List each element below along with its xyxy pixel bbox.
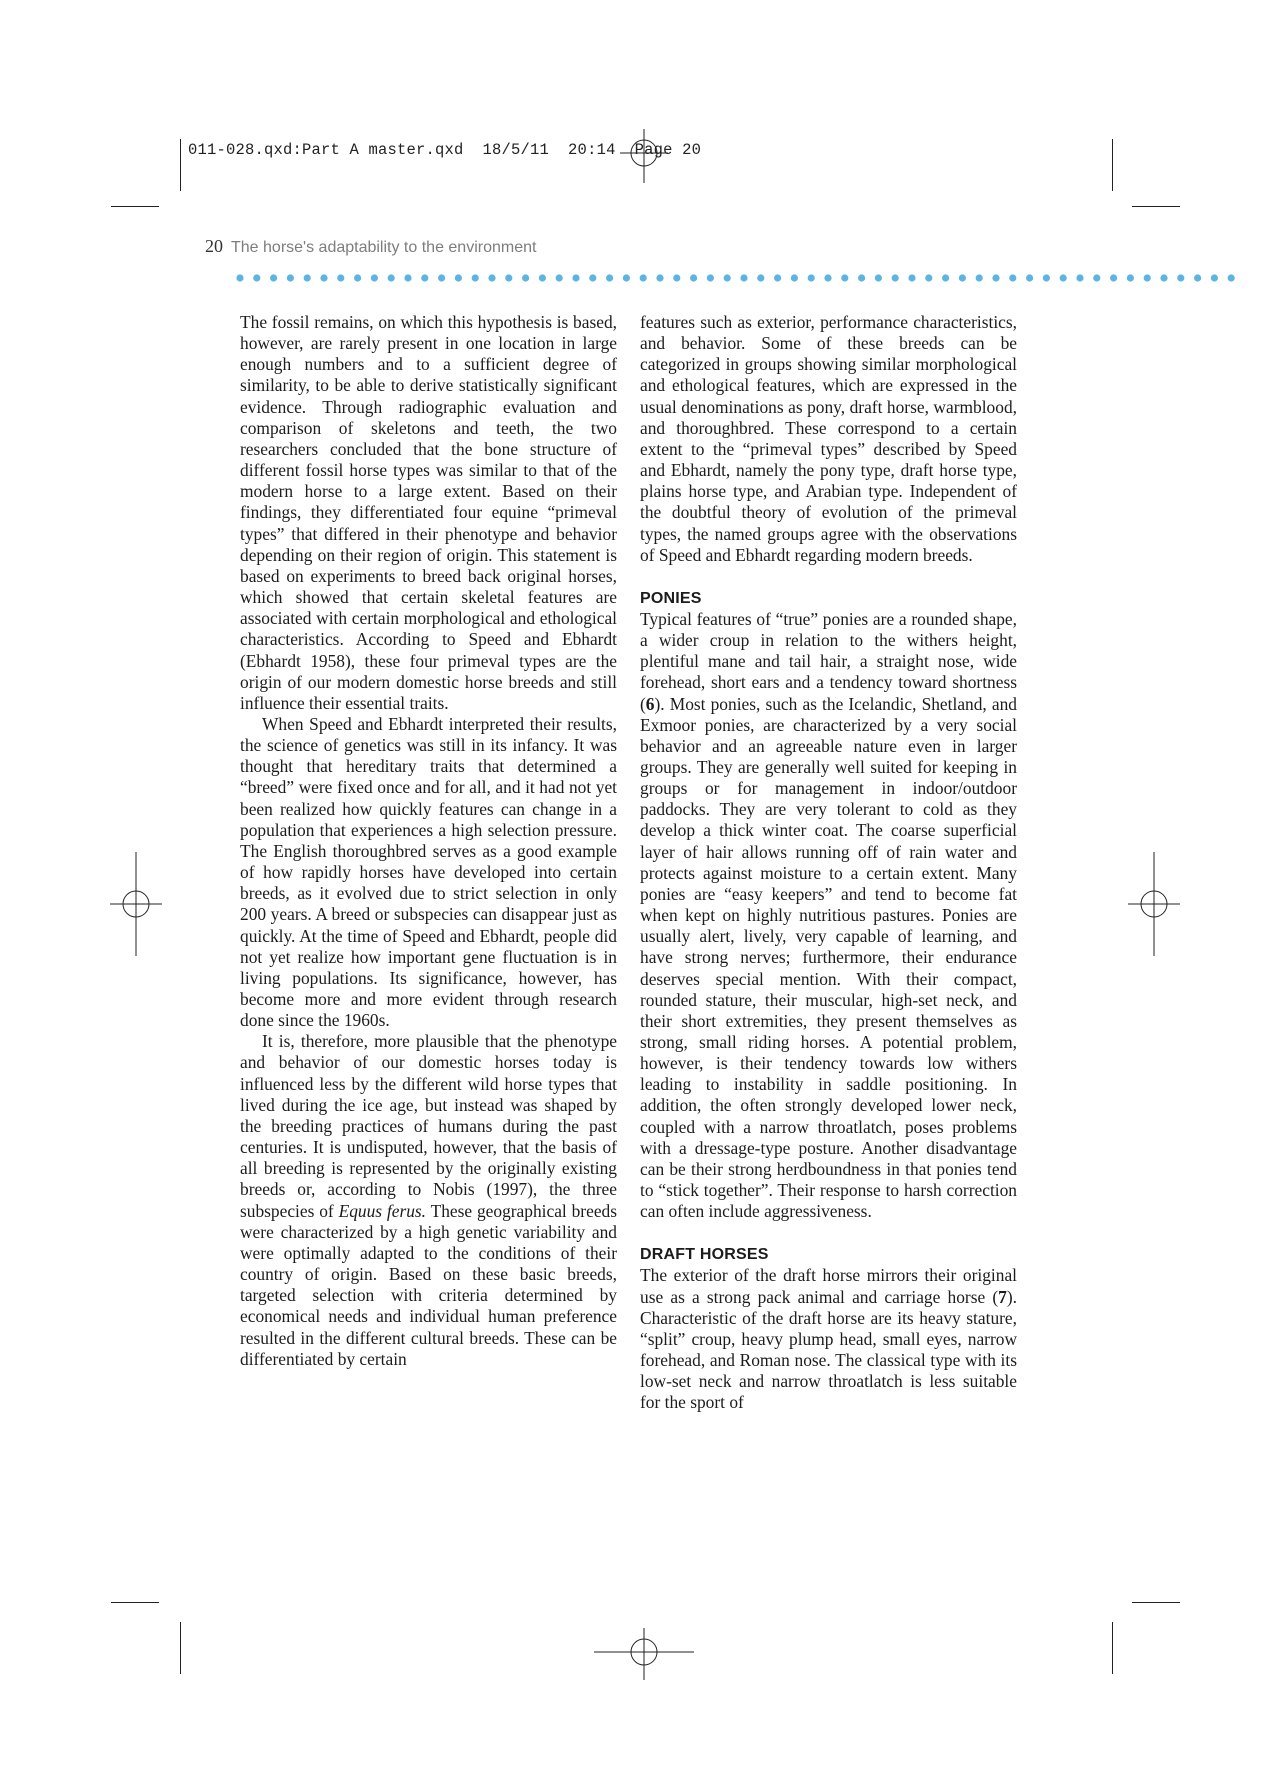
crop-mark: [180, 139, 181, 191]
crop-mark: [111, 206, 159, 207]
running-head-title: The horse's adaptability to the environment: [231, 239, 537, 256]
paragraph: The fossil remains, on which this hypothesis is based, however, are rarely present in one location in large enough numbers and to a sufficient degree of similarity, to be able to derive statistically significant evidence. Through radiographic evaluation and comparison of skeletons and teeth, the two researchers concluded that the bone structure of different fossil horse types was similar to that of the modern horse to a large extent. Based on their findings, they differentiated four equine “primeval types” that differed in their phenotype and behavior depending on their region of origin. This statement is based on experiments to breed back original horses, which showed that certain skeletal features are associated with certain morphological and ethological characteristics. According to Speed and Ebhardt (Ebhardt 1958), these four primeval types are the origin of our modern domestic horse breeds and still influence their essential traits.: [240, 312, 617, 713]
rule-dot: [304, 274, 311, 281]
rule-dot: [438, 274, 445, 281]
rule-dot: [707, 274, 714, 281]
rule-dot: [1026, 274, 1033, 281]
rule-dot: [606, 274, 613, 281]
figure-ref: 6: [645, 693, 655, 714]
paragraph: features such as exterior, performance characteristics, and behavior. Some of these breeds can be categorized in groups showing similar morphological and ethological features, which are expressed in the usual denominations as pony, draft horse, warmblood, and thoroughbred. These correspond to a certain extent to the “primeval types” described by Speed and Ebhardt, namely the pony type, draft horse type, plains horse type, and Arabian type. Independent of the doubtful theory of evolution of the primeval types, the named groups agree with the observations of Speed and Ebhardt regarding modern breeds.: [640, 312, 1017, 565]
crop-mark: [1112, 139, 1113, 191]
page-number: 20: [205, 236, 223, 256]
rule-dot: [1211, 274, 1218, 281]
rule-dot: [942, 274, 949, 281]
rule-dot: [959, 274, 966, 281]
rule-dot: [1160, 274, 1167, 281]
rule-dot: [388, 274, 395, 281]
rule-dot: [1228, 274, 1235, 281]
rule-dot: [1043, 274, 1050, 281]
rule-dot: [690, 274, 697, 281]
rule-dot: [976, 274, 983, 281]
print-slug: 011-028.qxd:Part A master.qxd 18/5/11 20:14 Page 20: [188, 141, 702, 159]
rule-dot: [1060, 274, 1067, 281]
rule-dot: [1127, 274, 1134, 281]
rule-dot: [472, 274, 479, 281]
rule-dot: [1009, 274, 1016, 281]
rule-dot: [236, 274, 243, 281]
rule-dot: [1194, 274, 1201, 281]
rule-dot: [287, 274, 294, 281]
dotted-rule: [236, 270, 1238, 280]
rule-dot: [522, 274, 529, 281]
rule-dot: [404, 274, 411, 281]
rule-dot: [337, 274, 344, 281]
text-run: These geographical breeds were characterized by a high genetic variability and were optimally adapted to the conditions of their country of origin. Based on these basic breeds, targeted selection with criteria determined by economical needs and individual human preference resulted in the different cultural breeds. These can be differentiated by certain: [240, 1200, 618, 1369]
crop-mark: [111, 1602, 159, 1603]
rule-dot: [858, 274, 865, 281]
rule-dot: [505, 274, 512, 281]
rule-dot: [421, 274, 428, 281]
rule-dot: [371, 274, 378, 281]
rule-dot: [724, 274, 731, 281]
rule-dot: [572, 274, 579, 281]
paragraph: [640, 609, 1017, 1223]
rule-dot: [673, 274, 680, 281]
registration-mark-bottom: [594, 1620, 694, 1680]
rule-dot: [774, 274, 781, 281]
rule-dot: [925, 274, 932, 281]
rule-dot: [354, 274, 361, 281]
rule-dot: [1144, 274, 1151, 281]
text-run: The exterior of the draft horse mirrors their original use as a strong pack animal and carriage horse (: [640, 1265, 1017, 1307]
rule-dot: [253, 274, 260, 281]
text-run: It is, therefore, more plausible that the phenotype and behavior of our domestic horses today is influenced less by the different wild horse types that lived during the ice age, but instead was shaped by the breeding practices of humans during the past centuries. It is undisputed, however, that the basis of all breeding is represented by the originally existing breeds or, according to Nobis (1997), the three subspecies of: [240, 1031, 617, 1221]
rule-dot: [640, 274, 647, 281]
rule-dot: [488, 274, 495, 281]
rule-dot: [757, 274, 764, 281]
rule-dot: [656, 274, 663, 281]
figure-ref: 7: [998, 1286, 1007, 1307]
column-right: [640, 312, 1017, 1414]
rule-dot: [908, 274, 915, 281]
text-run: ). Characteristic of the draft horse are its heavy stature, “split” croup, heavy plump head, small eyes, narrow forehead, and Roman nose. The classical type with its low-set neck and narrow throatlatch is less suitable for the sport of: [640, 1286, 1017, 1413]
column-left: [240, 312, 617, 1370]
section-heading-ponies: PONIES: [640, 589, 702, 607]
rule-dot: [1076, 274, 1083, 281]
crop-mark: [1132, 1602, 1180, 1603]
crop-mark: [180, 1622, 181, 1674]
rule-dot: [892, 274, 899, 281]
rule-dot: [589, 274, 596, 281]
crop-mark: [1112, 1622, 1113, 1674]
rule-dot: [1093, 274, 1100, 281]
rule-dot: [455, 274, 462, 281]
rule-dot: [824, 274, 831, 281]
registration-mark-left: [110, 852, 162, 956]
rule-dot: [992, 274, 999, 281]
rule-dot: [1177, 274, 1184, 281]
rule-dot: [791, 274, 798, 281]
rule-dot: [1110, 274, 1117, 281]
text-run: ). Most ponies, such as the Icelandic, Shetland, and Exmoor ponies, are characterized by a very social behavior and an agreeable nature even in larger groups. They are generally well suited for keeping in groups or for management in indoor/outdoor paddocks. They are very tolerant to cold as they develop a thick winter coat. The coarse superficial layer of hair allows running off of rain water and protects against moisture to a certain extent. Many ponies are “easy keepers” and tend to become fat when kept on highly nutritious pastures. Ponies are usually alert, lively, very capable of learning, and have strong nerves; furthermore, their endurance deserves special mention. With their compact, rounded stature, their muscular, high-set neck, and their short extremities, they present themselves as strong, small riding horses. A potential problem, however, is their tendency towards low withers leading to instability in saddle positioning. In addition, the often strongly developed lower neck, coupled with a narrow throatlatch, poses problems with a dressage-type posture. Another disadvantage can be their strong herdboundness in that ponies tend to “stick together”. Their response to harsh correction can often include aggressiveness.: [640, 693, 1017, 1222]
text-run: Typical features of “true” ponies are a rounded shape, a wider croup in relation to the withers height, plentiful mane and tail hair, a straight nose, wide forehead, short ears and a tendency toward shortness (: [640, 608, 1017, 714]
rule-dot: [556, 274, 563, 281]
rule-dot: [320, 274, 327, 281]
rule-dot: [623, 274, 630, 281]
paragraph: [240, 1031, 617, 1370]
section-heading-draft-horses: DRAFT HORSES: [640, 1246, 769, 1264]
paragraph: [640, 1265, 1017, 1413]
rule-dot: [270, 274, 277, 281]
rule-dot: [740, 274, 747, 281]
registration-mark-right: [1128, 852, 1180, 956]
rule-dot: [808, 274, 815, 281]
running-head: [205, 236, 536, 257]
crop-mark: [1132, 206, 1180, 207]
species-name: Equus ferus.: [338, 1200, 427, 1221]
rule-dot: [841, 274, 848, 281]
paragraph: When Speed and Ebhardt interpreted their results, the science of genetics was still in its infancy. It was thought that hereditary traits that determined a “breed” were fixed once and for all, and it had not yet been realized how quickly features can change in a population that experiences a high selection pressure. The English thoroughbred serves as a good example of how rapidly horses have developed into certain breeds, as it evolved due to strict selection in only 200 years. A breed or subspecies can disappear just as quickly. At the time of Speed and Ebhardt, people did not yet realize how important gene fluctuation is in living populations. Its significance, however, has become more and more evident through research done since the 1960s.: [240, 713, 617, 1031]
rule-dot: [875, 274, 882, 281]
rule-dot: [539, 274, 546, 281]
